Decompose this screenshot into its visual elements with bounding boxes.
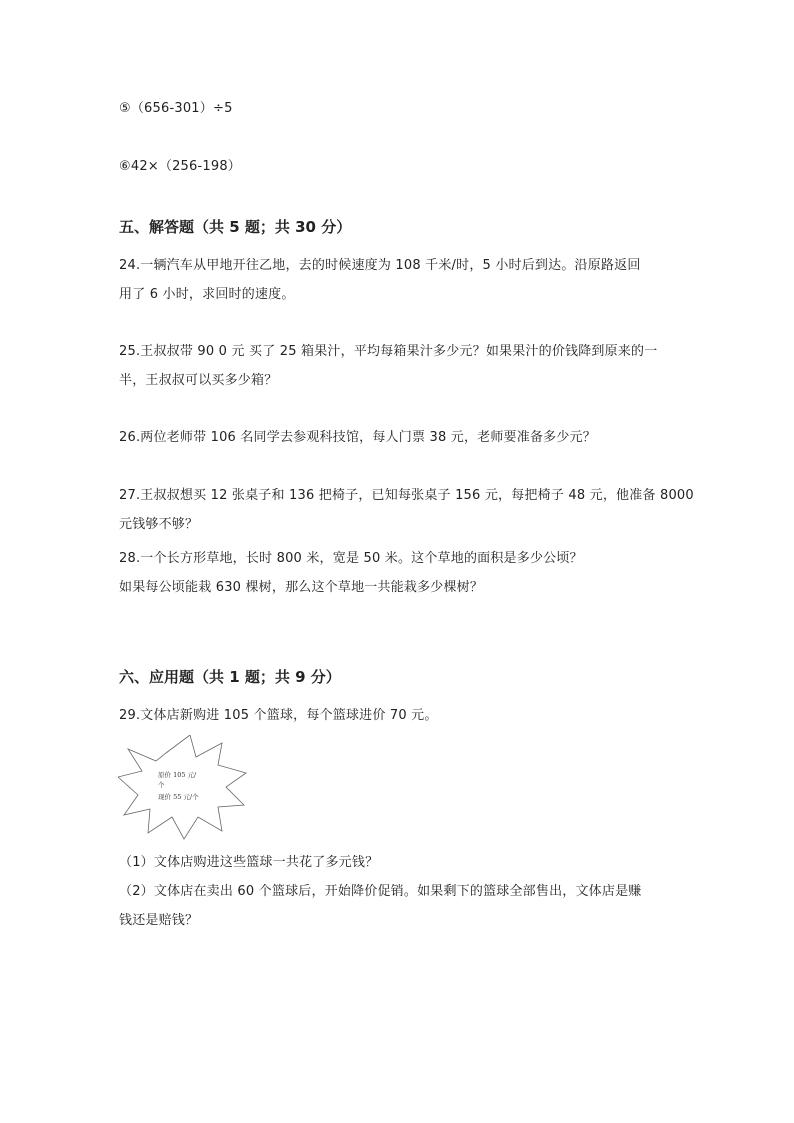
expression-5: ⑤（656-301）÷5	[119, 101, 233, 116]
question-29-part-1: （1）文体店购进这些篮球一共花了多元钱？	[119, 855, 379, 870]
starburst-shape	[118, 735, 248, 840]
question-29: 29.文体店新购进 105 个篮球，每个篮球进价 70 元。	[119, 708, 438, 723]
question-27-line-2: 元钱够不够？	[119, 517, 199, 532]
starburst-line-1: 原价 105 元/	[158, 771, 197, 779]
starburst-line-2: 个	[158, 781, 165, 789]
section-5-heading: 五、解答题（共 5 题；共 30 分）	[119, 218, 352, 236]
question-25-line-1: 25.王叔叔带 90 0 元 买了 25 箱果汁，平均每箱果汁多少元？如果果汁的价钱降到原来的一	[119, 344, 658, 359]
starburst-outline	[118, 735, 246, 839]
expression-6: ⑥42×（256-198）	[119, 159, 242, 174]
question-25-line-2: 半，王叔叔可以买多少箱？	[119, 373, 278, 388]
price-starburst	[118, 735, 248, 840]
starburst-line-3: 现价 55 元/个	[158, 793, 199, 801]
question-24-line-1: 24.一辆汽车从甲地开往乙地，去的时候速度为 108 千米/时，5 小时后到达。沿原路返回	[119, 258, 641, 273]
question-26: 26.两位老师带 106 名同学去参观科技馆，每人门票 38 元，老师要准备多少元？	[119, 430, 596, 445]
question-28-line-1: 28.一个长方形草地，长时 800 米，宽是 50 米。这个草地的面积是多少公顷？	[119, 551, 583, 566]
question-28-line-2: 如果每公顷能栽 630 棵树，那么这个草地一共能栽多少棵树？	[119, 580, 484, 595]
question-27-line-1: 27.王叔叔想买 12 张桌子和 136 把椅子，已知每张桌子 156 元，每把椅子 48 元，他准备 8000	[119, 488, 694, 503]
question-29-part-2-line-1: （2）文体店在卖出 60 个篮球后，开始降价促销。如果剩下的篮球全部售出，文体店是赚	[119, 884, 642, 899]
question-24-line-2: 用了 6 小时，求回时的速度。	[119, 287, 295, 302]
question-29-part-2-line-2: 钱还是赔钱？	[119, 913, 199, 928]
section-6-heading: 六、应用题（共 1 题；共 9 分）	[119, 668, 341, 686]
